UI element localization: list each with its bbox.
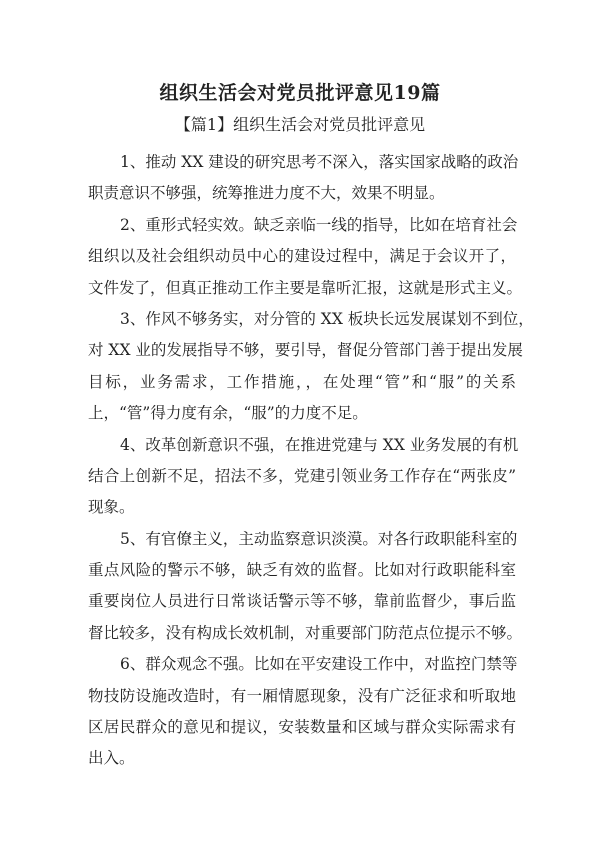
paragraph-line: 现象。 <box>88 498 135 517</box>
paragraph-line: 重点风险的警示不够，缺乏有效的监督。比如对行政职能科室 <box>88 561 516 580</box>
paragraph <box>88 524 523 650</box>
paragraph-line: 职责意识不够强，统筹推进力度不大，效果不明显。 <box>88 184 445 203</box>
paragraph <box>88 649 516 775</box>
paragraph-line: 5、有官僚主义，主动监察意识淡漠。对各行政职能科室的 <box>120 529 518 548</box>
paragraph-line: 1、推动 XX 建设的研究思考不深入，落实国家战略的政治 <box>120 153 519 171</box>
paragraph-line: 督比较多，没有构成长效机制，对重要部门防范点位提示不够。 <box>88 623 523 642</box>
paragraph-line: 对 XX 业的发展指导不够，要引导，督促分管部门善于提出发展 <box>88 341 523 360</box>
paragraph <box>88 304 534 430</box>
document-title: 组织生活会对党员批评意见19篇 <box>159 82 441 104</box>
paragraph-line: 6、群众观念不强。比如在平安建设工作中，对监控门禁等 <box>120 655 518 674</box>
paragraph <box>88 147 519 210</box>
document-body <box>88 147 534 775</box>
paragraph-line: 区居民群众的意见和提议，安装数量和区域与群众实际需求有 <box>88 718 516 737</box>
paragraph-line: 结合上创新不足，招法不多，党建引领业务工作存在“两张皮” <box>88 466 516 485</box>
paragraph-line: 3、作风不够务实，对分管的 XX 板块长远发展谋划不到位， <box>120 309 534 328</box>
paragraph-line: 4、改革创新意识不强，在推进党建与 XX 业务发展的有机 <box>120 435 519 454</box>
paragraph-line: 2、重形式轻实效。缺乏亲临一线的指导，比如在培育社会 <box>120 215 518 234</box>
paragraph-line: 组织以及社会组织动员中心的建设过程中，满足于会议开了， <box>88 247 516 266</box>
paragraph-line: 目标，业务需求，工作措施，，在处理“管”和“服”的关系 <box>88 372 516 391</box>
paragraph-line: 物技防设施改造时，有一厢情愿现象，没有广泛征求和听取地 <box>88 686 516 705</box>
paragraph-line: 重要岗位人员进行日常谈话警示等不够，靠前监督少，事后监 <box>88 592 516 611</box>
paragraph-line: 上，“管”得力度有余，“服”的力度不足。 <box>88 404 368 423</box>
section-heading: 【篇1】组织生活会对党员批评意见 <box>174 115 426 134</box>
paragraph <box>88 430 519 524</box>
paragraph <box>88 210 523 304</box>
paragraph-line: 出入。 <box>88 749 135 768</box>
paragraph-line: 文件发了，但真正推动工作主要是靠听汇报，这就是形式主义。 <box>88 278 523 297</box>
